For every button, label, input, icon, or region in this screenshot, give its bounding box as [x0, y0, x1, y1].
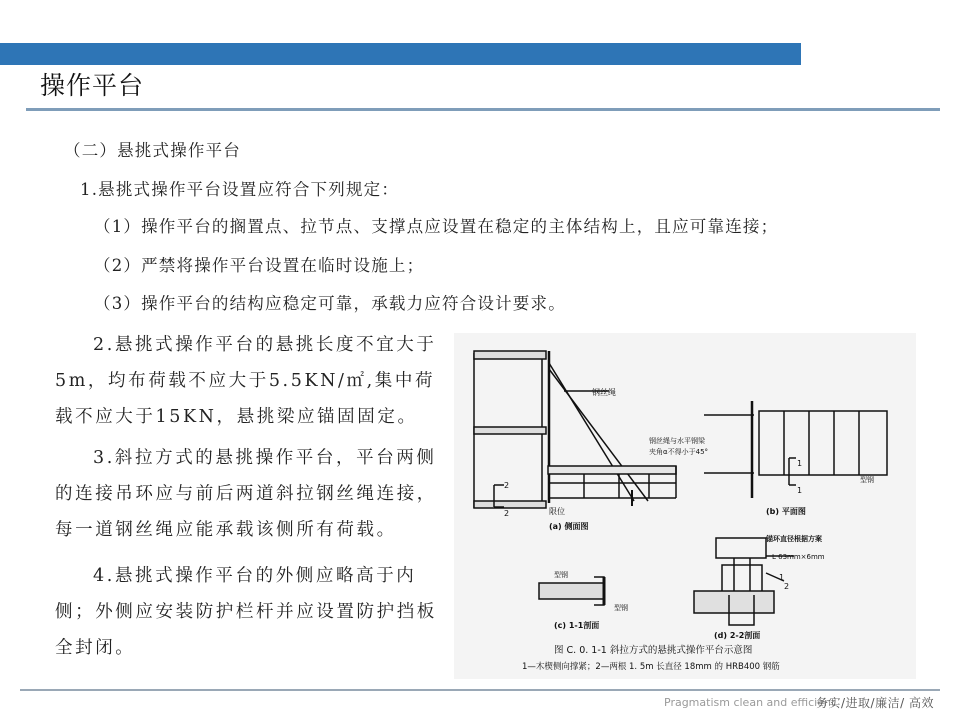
- title-divider: [26, 108, 940, 111]
- rule-sub-2: （2）严禁将操作平台设置在临时设施上；: [94, 256, 425, 275]
- footer-tagline-en: Pragmatism clean and efficient: [664, 696, 836, 709]
- caption-section-1: (c) 1-1剖面: [554, 621, 600, 630]
- label-angle-2: 夹角α不得小于45°: [649, 448, 709, 456]
- label-angle-1: 钢丝绳与水平钢梁: [649, 437, 705, 445]
- paragraph-4: 4.悬挑式操作平台的外侧应略高于内侧；外侧应安装防护栏杆并应设置防护挡板全封闭。: [55, 566, 437, 658]
- label-limit: 限位: [549, 507, 565, 516]
- label-steel-plan: 型钢: [860, 476, 874, 484]
- footer-tagline-cn: 务实/进取/廉洁/ 高效: [816, 696, 934, 710]
- label-anchor-ring: 锚环直径根据方案: [766, 535, 822, 543]
- figure-note: 1—木楔侧向撑紧；2—两根 1. 5m 长直径 18mm 的 HRB400 钢筋: [522, 662, 780, 672]
- section-mark-1-bottom: 1: [797, 486, 803, 495]
- label-steel-c2: 型钢: [614, 604, 628, 612]
- caption-section-2: (d) 2-2剖面: [714, 631, 761, 640]
- section-mark-1-top: 1: [797, 459, 803, 468]
- platform-diagram: [454, 333, 916, 679]
- rule-sub-1: （1）操作平台的搁置点、拉节点、支撑点应设置在稳定的主体结构上，且应可靠连接；: [94, 217, 779, 236]
- section-1-drawing: [539, 577, 604, 605]
- rule-sub-3: （3）操作平台的结构应稳定可靠，承载力应符合设计要求。: [94, 294, 566, 313]
- label-steel-c1: 型钢: [554, 571, 568, 579]
- footer-divider: [20, 689, 940, 691]
- slide-title: 操作平台: [40, 71, 145, 100]
- label-wire-rope: 钢丝绳: [592, 388, 616, 397]
- section-heading: （二）悬挑式操作平台: [64, 141, 241, 160]
- section-mark-2-top: 2: [504, 481, 510, 490]
- figure-caption: 图 C. 0. 1-1 斜拉方式的悬挑式操作平台示意图: [554, 645, 753, 656]
- callout-1: 1: [779, 573, 785, 582]
- callout-2: 2: [784, 582, 790, 591]
- paragraph-2: 2.悬挑式操作平台的悬挑长度不宜大于5m，均布荷载不应大于5.5KN/㎡,集中荷载不应大于15KN，悬挑梁应锚固固定。: [55, 335, 437, 427]
- label-ring-size: L 63mm×6mm: [772, 553, 825, 561]
- header-accent-bar: [0, 43, 801, 65]
- paragraph-3: 3.斜拉方式的悬挑操作平台，平台两侧的连接吊环应与前后两道斜拉钢丝绳连接，每一道钢丝绳应能承载该侧所有荷载。: [55, 448, 437, 540]
- rule-item-1: 1.悬挑式操作平台设置应符合下列规定：: [80, 180, 400, 199]
- caption-plan-view: (b) 平面图: [766, 507, 806, 516]
- section-mark-2-bottom: 2: [504, 509, 510, 518]
- caption-side-view: (a) 侧面图: [549, 522, 589, 531]
